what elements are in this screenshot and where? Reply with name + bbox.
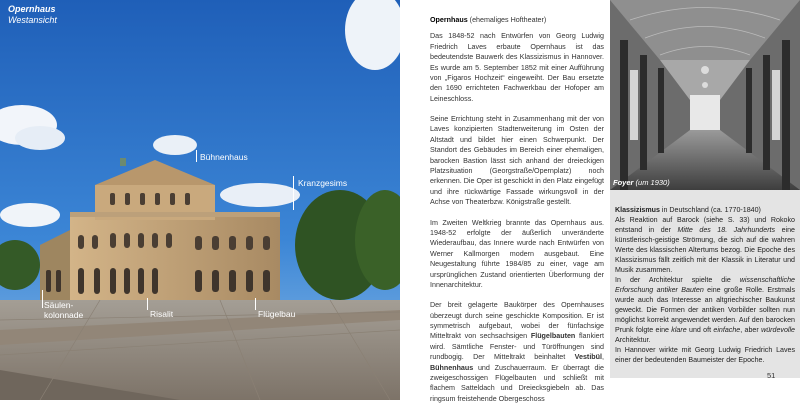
leader-line-fluegelbau	[255, 298, 256, 310]
label-saeulen-line-1: Säulen-	[44, 300, 74, 310]
infobox-title	[615, 205, 795, 215]
article-paragraph-1: Das 1848-52 nach Entwürfen von Georg Ludwig Friedrich Laves erbaute Opernhaus ist das bedeutendste Bauwerk des Klassizismus in Hannover. Es wurde am 5. September 1852 mit einer Aufführung von „Figaros Hochzeit“ eingeweiht. Der Bau ersetzte den 1690 errichteten Fachwerkbau der Hofoper am Leineschloss.	[430, 32, 604, 103]
p4-bold-fluegelbauten: Flügelbauten	[530, 332, 576, 341]
infobox-t4: In der Architektur spielte die	[615, 276, 740, 284]
foyer-photo	[610, 0, 800, 190]
leader-line-saeulen	[42, 290, 43, 308]
article-paragraph-2: Seine Errichtung steht in Zusammenhang mit der von Laves konzipierten Stadterweiterung im Osten der Altstadt und bildet hier einen Schwerpunkt. Der Standort des Gebäudes im Bereich einer ehemaligen, barocken Bastion lässt sich anhand der dreieckigen Platzsituation (Georgstraße/Opernplatz) noch erkennen. Die Oper ist geschickt in den Platz eingefügt und ihre rückwärtige Fassade wirkungsvoll in der Achse von Theaterbzw. Königstraße gestellt.	[430, 115, 604, 207]
article-column	[430, 15, 604, 414]
opera-house-photo	[0, 0, 400, 400]
infobox-t1: Als Reaktion auf Barock (siehe S. 33) und Rokoko entstand in der	[615, 216, 795, 234]
infobox-t8: und oft	[686, 326, 714, 334]
infobox-title-rest: in Deutschland (ca. 1770-1840)	[659, 206, 761, 214]
photo-caption	[8, 4, 57, 26]
article-heading-rest: (ehemaliges Hoftheater)	[467, 16, 547, 24]
p4-text-a: Der breit gelagerte Baukörper des Opernhauses überzeugt durch seine geschickte Komposition. Er ist symmetrisch aufgebaut, wobei der fünfachsige Mitteltrakt von sechsachsigen	[430, 301, 604, 341]
opera-house-illustration	[0, 0, 400, 400]
foyer-caption	[613, 178, 670, 187]
infobox-text	[615, 205, 795, 365]
label-buehnenhaus: Bühnenhaus	[200, 152, 248, 162]
leader-line-kranzgesims	[293, 176, 294, 210]
leader-line-risalit	[147, 298, 148, 310]
article-heading	[430, 15, 604, 25]
label-kranzgesims: Kranzgesims	[298, 178, 348, 188]
photo-caption-title: Opernhaus	[8, 4, 56, 14]
infobox-paragraph-1	[615, 215, 795, 275]
infobox-paragraph-2	[615, 275, 795, 345]
p4-bold-vestibuel: Vestibül	[574, 353, 603, 362]
page-number: 51	[767, 371, 776, 380]
infobox-t5-italic: wissenschaftliche Erforschung antiker Bauten	[615, 276, 795, 294]
label-fluegelbau: Flügelbau	[258, 309, 296, 319]
p4-text-e: ,	[602, 353, 604, 362]
article-paragraph-3: Im Zweiten Weltkrieg brannte das Opernhaus aus. 1948-52 erfolgte der äußerlich unveränderte Wiederaufbau, das Innere wurde nach Entwürfen von Werner Kallmorgen modern ausgebaut. Eine Neugestaltung führte 1984/85 zu einer, vage am ursprünglichen Zustand orientierten Überformung der Innenarchitektur.	[430, 218, 604, 289]
label-saeulen-line-2: kolonnade	[44, 310, 84, 320]
infobox-t2-italic: Mitte des 18. Jahrhunderts	[677, 226, 776, 234]
infobox-t6: eine große Rolle. Erstmals wurde auch das Interesse an altgriechischer Baukunst geweckt. Die Formen der antiken Vorbilder sollten nun möglichst korrekt angewendet werden. Auf den barocken Prunk folgte eine	[615, 286, 795, 334]
article-heading-bold: Opernhaus	[430, 16, 468, 24]
infobox-t12: Architektur.	[615, 336, 651, 344]
infobox-title-bold: Klassizismus	[615, 206, 660, 214]
foyer-caption-bold: Foyer	[613, 178, 634, 187]
foyer-illustration	[610, 0, 800, 190]
infobox-t10: , aber	[740, 326, 762, 334]
p4-text-g: und Zuschauerraum. Er überragt die zweigeschossigen Flügelbauten und schließt mit flachem Satteldach und Dreiecksgiebeln ab. Das ringsum freistehende Obergeschoss	[430, 363, 604, 403]
leader-line-buehnenhaus	[196, 150, 197, 162]
label-risalit: Risalit	[150, 309, 174, 319]
infobox-t7-italic: klare	[671, 326, 687, 334]
infobox-t3: eine künstlerisch-geistige Strömung, die sich auf die wahren Werte des klassischen Altertums bezog. Die Epoche des Klassizismus fällt zeitlich mit der Klassik in Literatur und Musik zusammen.	[615, 226, 795, 274]
infobox-paragraph-3: In Hannover wirkte mit Georg Ludwig Friedrich Laves einer der bedeutenden Baumeister der Epoche.	[615, 346, 795, 364]
klassizismus-infobox	[610, 190, 800, 378]
infobox-t11-italic: würdevolle	[761, 326, 795, 334]
infobox-t9-italic: einfache	[713, 326, 741, 334]
foyer-caption-rest: (um 1930)	[633, 178, 670, 187]
p4-bold-buehnenhaus: Bühnenhaus	[430, 363, 474, 372]
p4-text-c: flankiert wird. Sämtliche Fenster- und Türöffnungen sind rundbogig. Der Mitteltrakt beinhaltet	[430, 332, 604, 362]
photo-caption-subtitle: Westansicht	[8, 15, 57, 25]
article-paragraph-4	[430, 300, 604, 404]
